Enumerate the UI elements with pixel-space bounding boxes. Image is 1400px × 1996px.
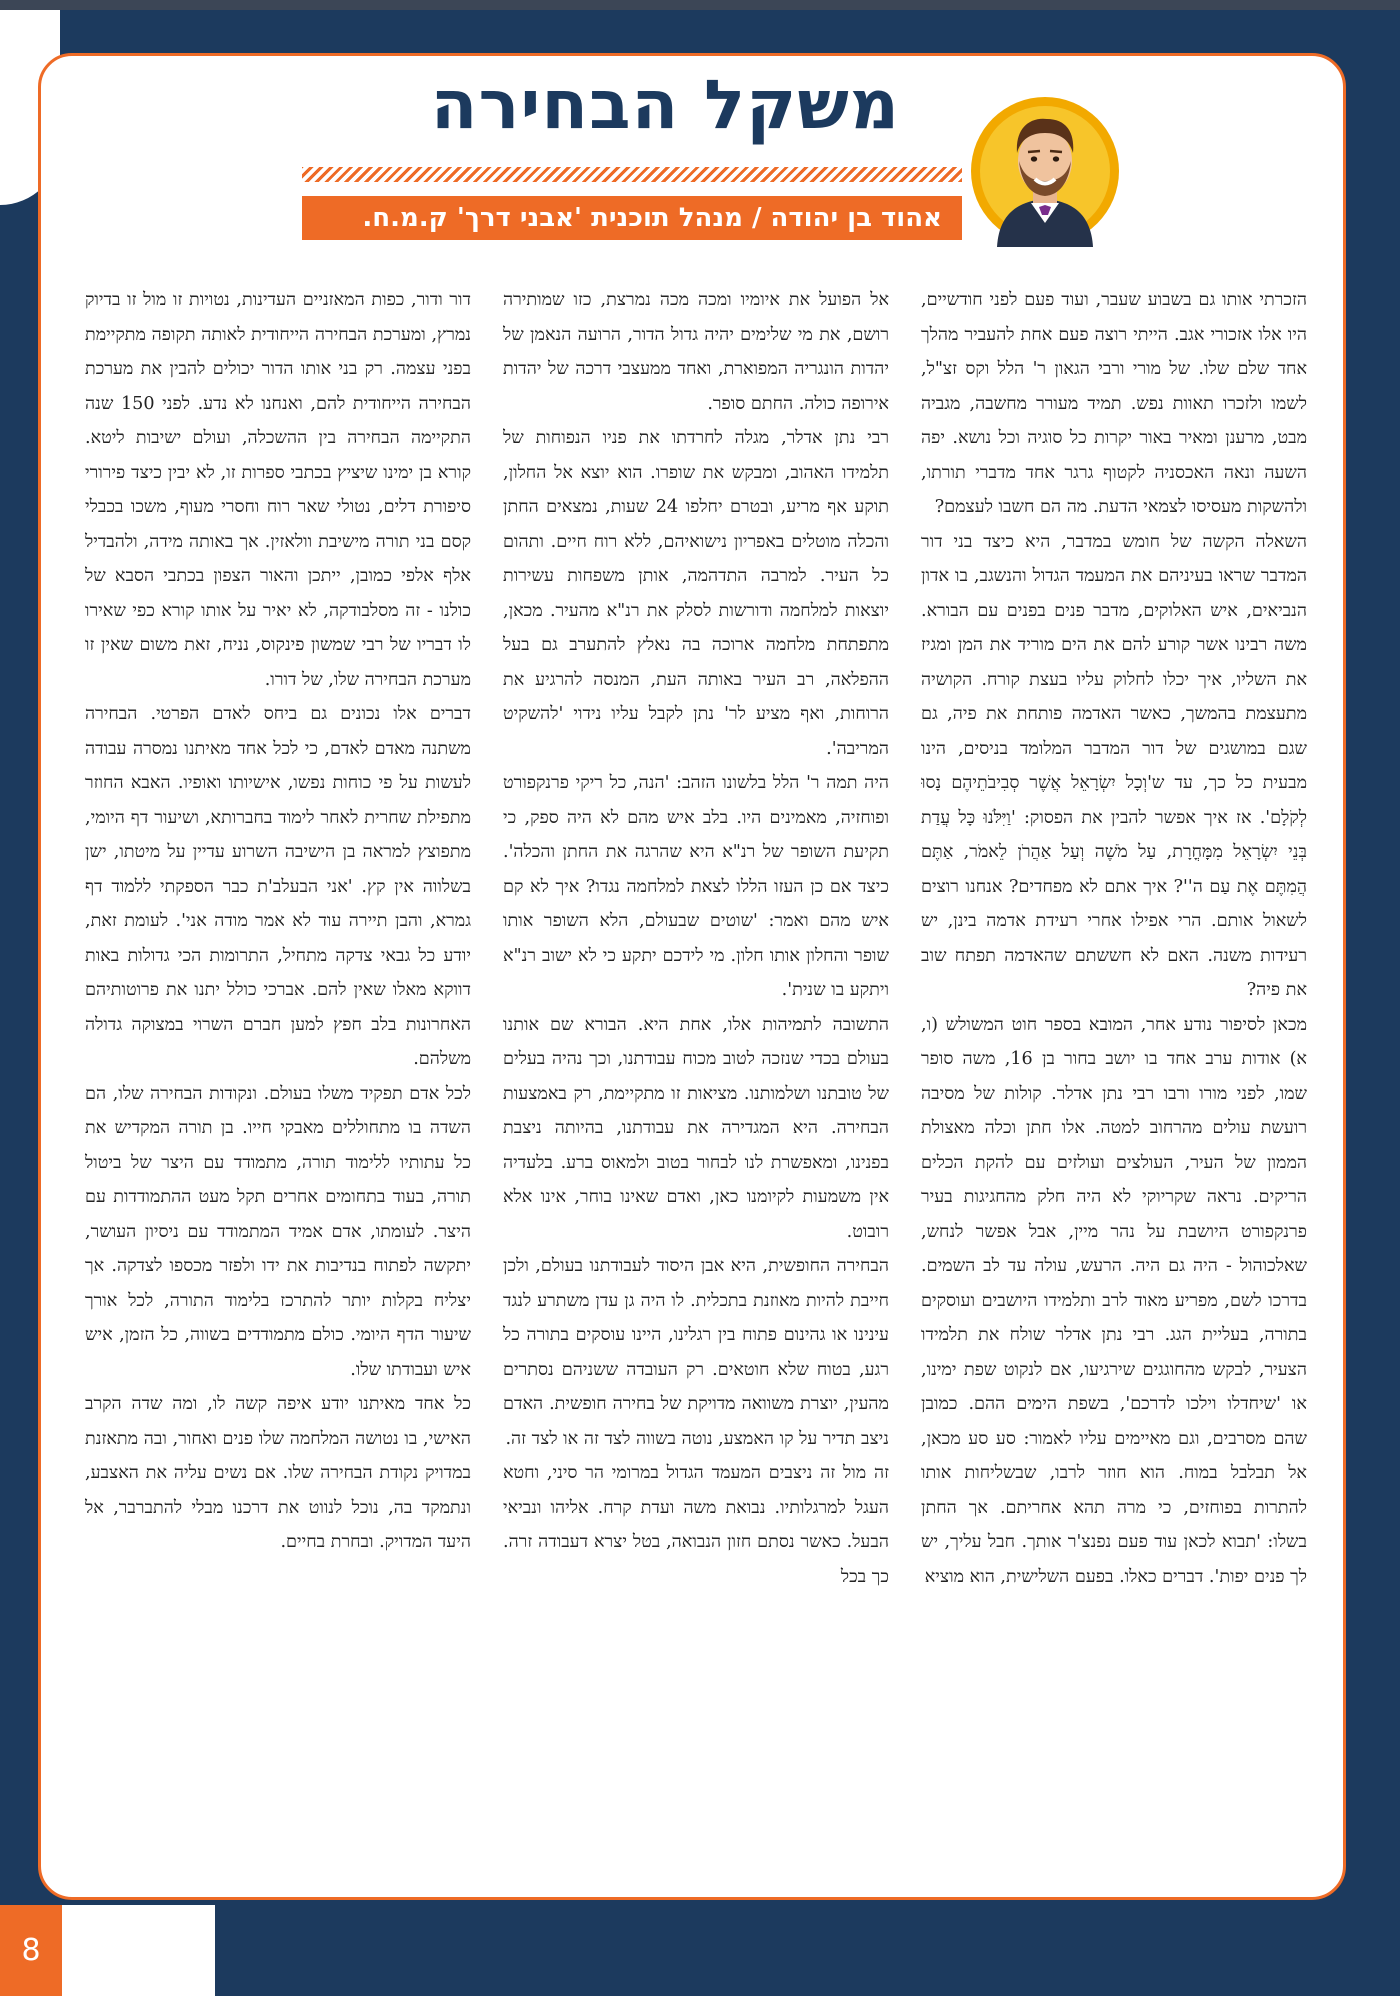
article-body	[85, 283, 1307, 1865]
top-strip	[0, 0, 1400, 10]
paragraph: השאלה הקשה של חומש במדבר, היא כיצד בני דור המדבר שראו בעיניהם את המעמד הגדול והנשגב, בו אדון הנביאים, איש האלוקים, מדבר פנים בפנים עם הבורא. משה רבינו אשר קורע להם את הים מוריד את המן ומגיז את השליו, איך יכלו לחלוק עליו בעצת קורח. הקושיה מתעצמת בהמשך, כאשר האדמה פותחת את פיה, גם שגם במושגים של דור המדבר המלומד בניסים, הינו מבעית כל כך, עד ש'וְכָל יִשְׂרָאֵל אֲשֶׁר סְבִיבֹתֵיהֶם נָסוּ לְקֹלָם'. אז איך אפשר להבין את הפסוק: 'וַיִּלֹּנוּ כָּל עֲדַת בְּנֵי יִשְׂרָאֵל מִמָּחֳרָת, עַל מֹשֶׁה וְעַל אַהֲרֹן לֵאמֹר, אַתֶּם הֲמִתֶּם אֶת עַם ה''? איך אתם לא מפחדים? אנחנו רוצים לשאול אותם. הרי אפילו אחרי רעידת אדמה בינן, יש רעידות משנה. האם לא חששתם שהאדמה תפתח שוב את פיה?	[921, 531, 1307, 1000]
paragraph: דור ודור, כפות המאזניים העדינות, נטויות זו מול זו בדיוק נמרץ, ומערכת הבחירה הייחודית לאותה תקופה מתקיימת בפני עצמה. רק בני אותו הדור יכולים להבין את מערכת הבחירה הייחודית להם, ואנחנו לא נדע. לפני 150 שנה התקיימה הבחירה בין ההשכלה, ועולם ישיבות ליטא. קורא בן ימינו שיציץ בכתבי ספרות זו, לא יבין כיצד פירורי סיפורת דלים, נטולי שאר רוח וחסרי מעוף, משכו בכבלי קסם בני תורה מישיבת וולאזין. אך באותה מידה, ולהבדיל אלף אלפי כמובן, ייתכן והאור הצפון בכתבי הסבא של כולנו - זה מסלבודקה, לא יאיר על אותו קורא כפי שאירו לו דבריו של רבי שמשון פינקוס, נניח, זאת משום שאין זו מערכת הבחירה שלו, של דורו.	[85, 290, 471, 690]
paragraph: לכל אדם תפקיד משלו בעולם. ונקודות הבחירה שלו, הם השדה בו מתחוללים מאבקי חייו. בן תורה המקדיש את כל עתותיו ללימוד תורה, מתמודד עם היצר של ביטול תורה, בעוד בתחומים אחרים תקל מעט ההתמודדות עם היצר. לעומתו, אדם אמיד המתמודד עם ניסיון העושר, יתקשה לפתוח בנדיבות את ידו ולפזר מכספו לצדקה. אך יצליח בקלות יותר להתרכז בלימוד התורה, לכל אורך שיעור הדף היומי. כולם מתמודדים בשווה, כל הזמן, איש איש ועבודתו שלו.	[85, 1083, 471, 1380]
paragraph: זה מול זה ניצבים המעמד הגדול במרומי הר סיני, וחטא העגל למרגלותיו. נבואת משה ועדת קרח. אליהו ונביאי הבעל. כאשר נסתם חזון הנבואה, בטל יצרא דעבודה זרה. כך בכל	[503, 1463, 889, 1587]
paragraph: הזכרתי אותו גם בשבוע שעבר, ועוד פעם לפני חודשיים, היו אלו אזכורי אגב. הייתי רוצה פעם אחת להעביר מהלך אחד שלם שלו. של מורי ורבי הגאון ר' הלל וקס זצ"ל, לשמו ולזכרו תאוות נפש. תמיד מעורר מחשבה, מגביה מבט, מרענן ומאיר באור יקרות כל סוגיה וכל נושא. יפה השעה ונאה האכסניה לקטוף גרגר אחד מדברי תורתו, ולהשקות מעסיסו לצמאי הדעת. מה הם חשבו לעצמם?	[921, 290, 1307, 517]
author-byline: אהוד בן יהודה / מנהל תוכנית 'אבני דרך' ק.מ.ח.	[302, 196, 962, 240]
column-right	[921, 283, 1307, 1865]
author-portrait-icon	[969, 95, 1121, 247]
paragraph: מכאן לסיפור נודע אחר, המובא בספר חוט המשולש (ו, א) אודות ערב אחד בו יושב בחור בן 16, משה סופר שמו, לפני מורו ורבו רבי נתן אדלר. קולות של מסיבה רועשת עולים מהרחוב למטה. אלו חתן וכלה מאצולת הממון של העיר, העולצים ועולזים עם להקת הכלים הריקים. נראה שקריוקי לא היה חלק מהחגיגות בעיר פרנקפורט היושבת על נהר מיין, אבל אפשר לנחש, שאלכוהול - היה גם היה. הרעש, עולה עד לב השמים. בדרכו לשם, מפריע מאוד לרב ותלמידו היושבים ועוסקים בתורה, בעליית הגג. רבי נתן אדלר שולח את תלמידו הצעיר, לבקש מהחוגגים שירגיעו, אם לנקוט שפת ימינו, או 'שיחדלו וילכו לדרכם', בשפת הימים ההם. כמובן שהם מסרבים, וגם מאיימים עליו לאמור: סע סע מכאן, אל תבלבל במוח. הוא חוזר לרבו, שבשליחות אותו להתרות בפוחזים, כי מרה תהא אחריתם. אך החתן בשלו: 'תבוא לכאן עוד פעם נפנצ'ר אותך. חבל עליך, יש לך פנים יפות'. דברים כאלו. בפעם השלישית, הוא מוציא	[921, 1014, 1307, 1587]
paragraph: דברים אלו נכונים גם ביחס לאדם הפרטי. הבחירה משתנה מאדם לאדם, כי לכל אחד מאיתנו נמסרה עבודה לעשות על פי כוחות נפשו, אישיותו ואופיו. האבא החוזר מתפילת שחרית לאחר לימוד בחברותא, ושיעור דף היומי, מתפוצץ למראה בן הישיבה השרוע עדיין על מיטתו, ישן בשלווה אין קץ. 'אני הבעלב'ת כבר הספקתי ללמוד דף גמרא, והבן תיירה עוד לא אמר מודה אני'. לעומת זאת, יודע כל גבאי צדקה מתחיל, התרומות הכי גדולות באות דווקא מאלו שאין להם. אברכי כולל יתנו את פרוטותיהם האחרונות בלב חפץ למען חברם השרוי במצוקה גדולה משלהם.	[85, 704, 471, 1069]
page-number: 8	[0, 1905, 62, 1996]
article-title: משקל הבחירה	[430, 66, 900, 145]
paragraph: הבחירה החופשית, היא אבן היסוד לעבודתנו בעולם, ולכן חייבת להיות מאוזנת בתכלית. לו היה גן עדן משתרע לנגד עינינו או גהינום פתוח בין רגלינו, היינו עוסקים בתורה כל רגע, בטוח שלא חוטאים. רק העובדה ששניהם נסתרים מהעין, יוצרת משוואה מדויקת של בחירה חופשית. האדם ניצב תדיר על קו האמצע, נוטה בשווה לצד זה או לצד זה.	[503, 1256, 889, 1449]
paragraph: היה תמה ר' הלל בלשונו הזהב: 'הנה, כל ריקי פרנקפורט ופוחזיה, מאמינים היו. בלב איש מהם לא היה ספק, כי תקיעת השופר של רנ"א היא שהרגה את החתן והכלה'. כיצד אם כן העזו הללו לצאת למלחמה נגדו? איך לא קם איש מהם ואמר: 'שוטים שבעולם, הלא השופר אותו שופר והחלון אותו חלון. מי לידכם יתקע כי לא ישוב רנ"א ויתקע בו שנית'.	[503, 773, 889, 1000]
title-hatch-decoration	[302, 167, 962, 182]
column-middle	[503, 283, 889, 1865]
paragraph: אל הפועל את איומיו ומכה מכה נמרצת, כזו שמותירה רושם, את מי שלימים יהיה גדול הדור, הרועה הנאמן של יהדות הונגריה המפוארת, ואחד ממעצבי דרכה של יהדות אירופה כולה. החתם סופר.	[503, 290, 889, 414]
paragraph: כל אחד מאיתנו יודע איפה קשה לו, ומה שדה הקרב האישי, בו נטושה המלחמה שלו פנים ואחור, ובה מתאזנת במדויק נקודת הבחירה שלו. אם נשים עליה את האצבע, ונתמקד בה, נוכל לנווט את דרכנו מבלי להתברבר, אל היעד המדויק. ובחרת בחיים.	[85, 1394, 471, 1552]
column-left	[85, 283, 471, 1865]
paragraph: רבי נתן אדלר, מגלה לחרדתו את פניו הנפוחות של תלמידו האהוב, ומבקש את שופרו. הוא יוצא אל החלון, תוקע אף מריע, ובטרם יחלפו 24 שעות, נמצאים החתן והכלה מוטלים באפריון נישואיהם, ללא רוח חיים. ותהום כל העיר. למרבה התדהמה, אותן משפחות עשירות יוצאות למלחמה ודורשות לסלק את רנ"א מהעיר. מכאן, מתפתחת מלחמה ארוכה בה נאלץ להתערב גם בעל ההפלאה, רב העיר באותה העת, המנסה להרגיע את הרוחות, ואף מציע לר' נתן לקבל עליו נידוי 'להשקיט המריבה'.	[503, 428, 889, 759]
paragraph: התשובה לתמיהות אלו, אחת היא. הבורא שם אותנו בעולם בכדי שנזכה לטוב מכוח עבודתנו, וכך נהיה בעלים של טובתנו ושלמותנו. מציאות זו מתקיימת, רק באמצעות הבחירה. היא המגדירה את עבודתנו, בהיותה ניצבת בפנינו, ומאפשרת לנו לבחור בטוב ולמאוס ברע. בלעדיה אין משמעות לקיומנו כאן, ואדם שאינו בוחר, אינו אלא רובוט.	[503, 1014, 889, 1242]
